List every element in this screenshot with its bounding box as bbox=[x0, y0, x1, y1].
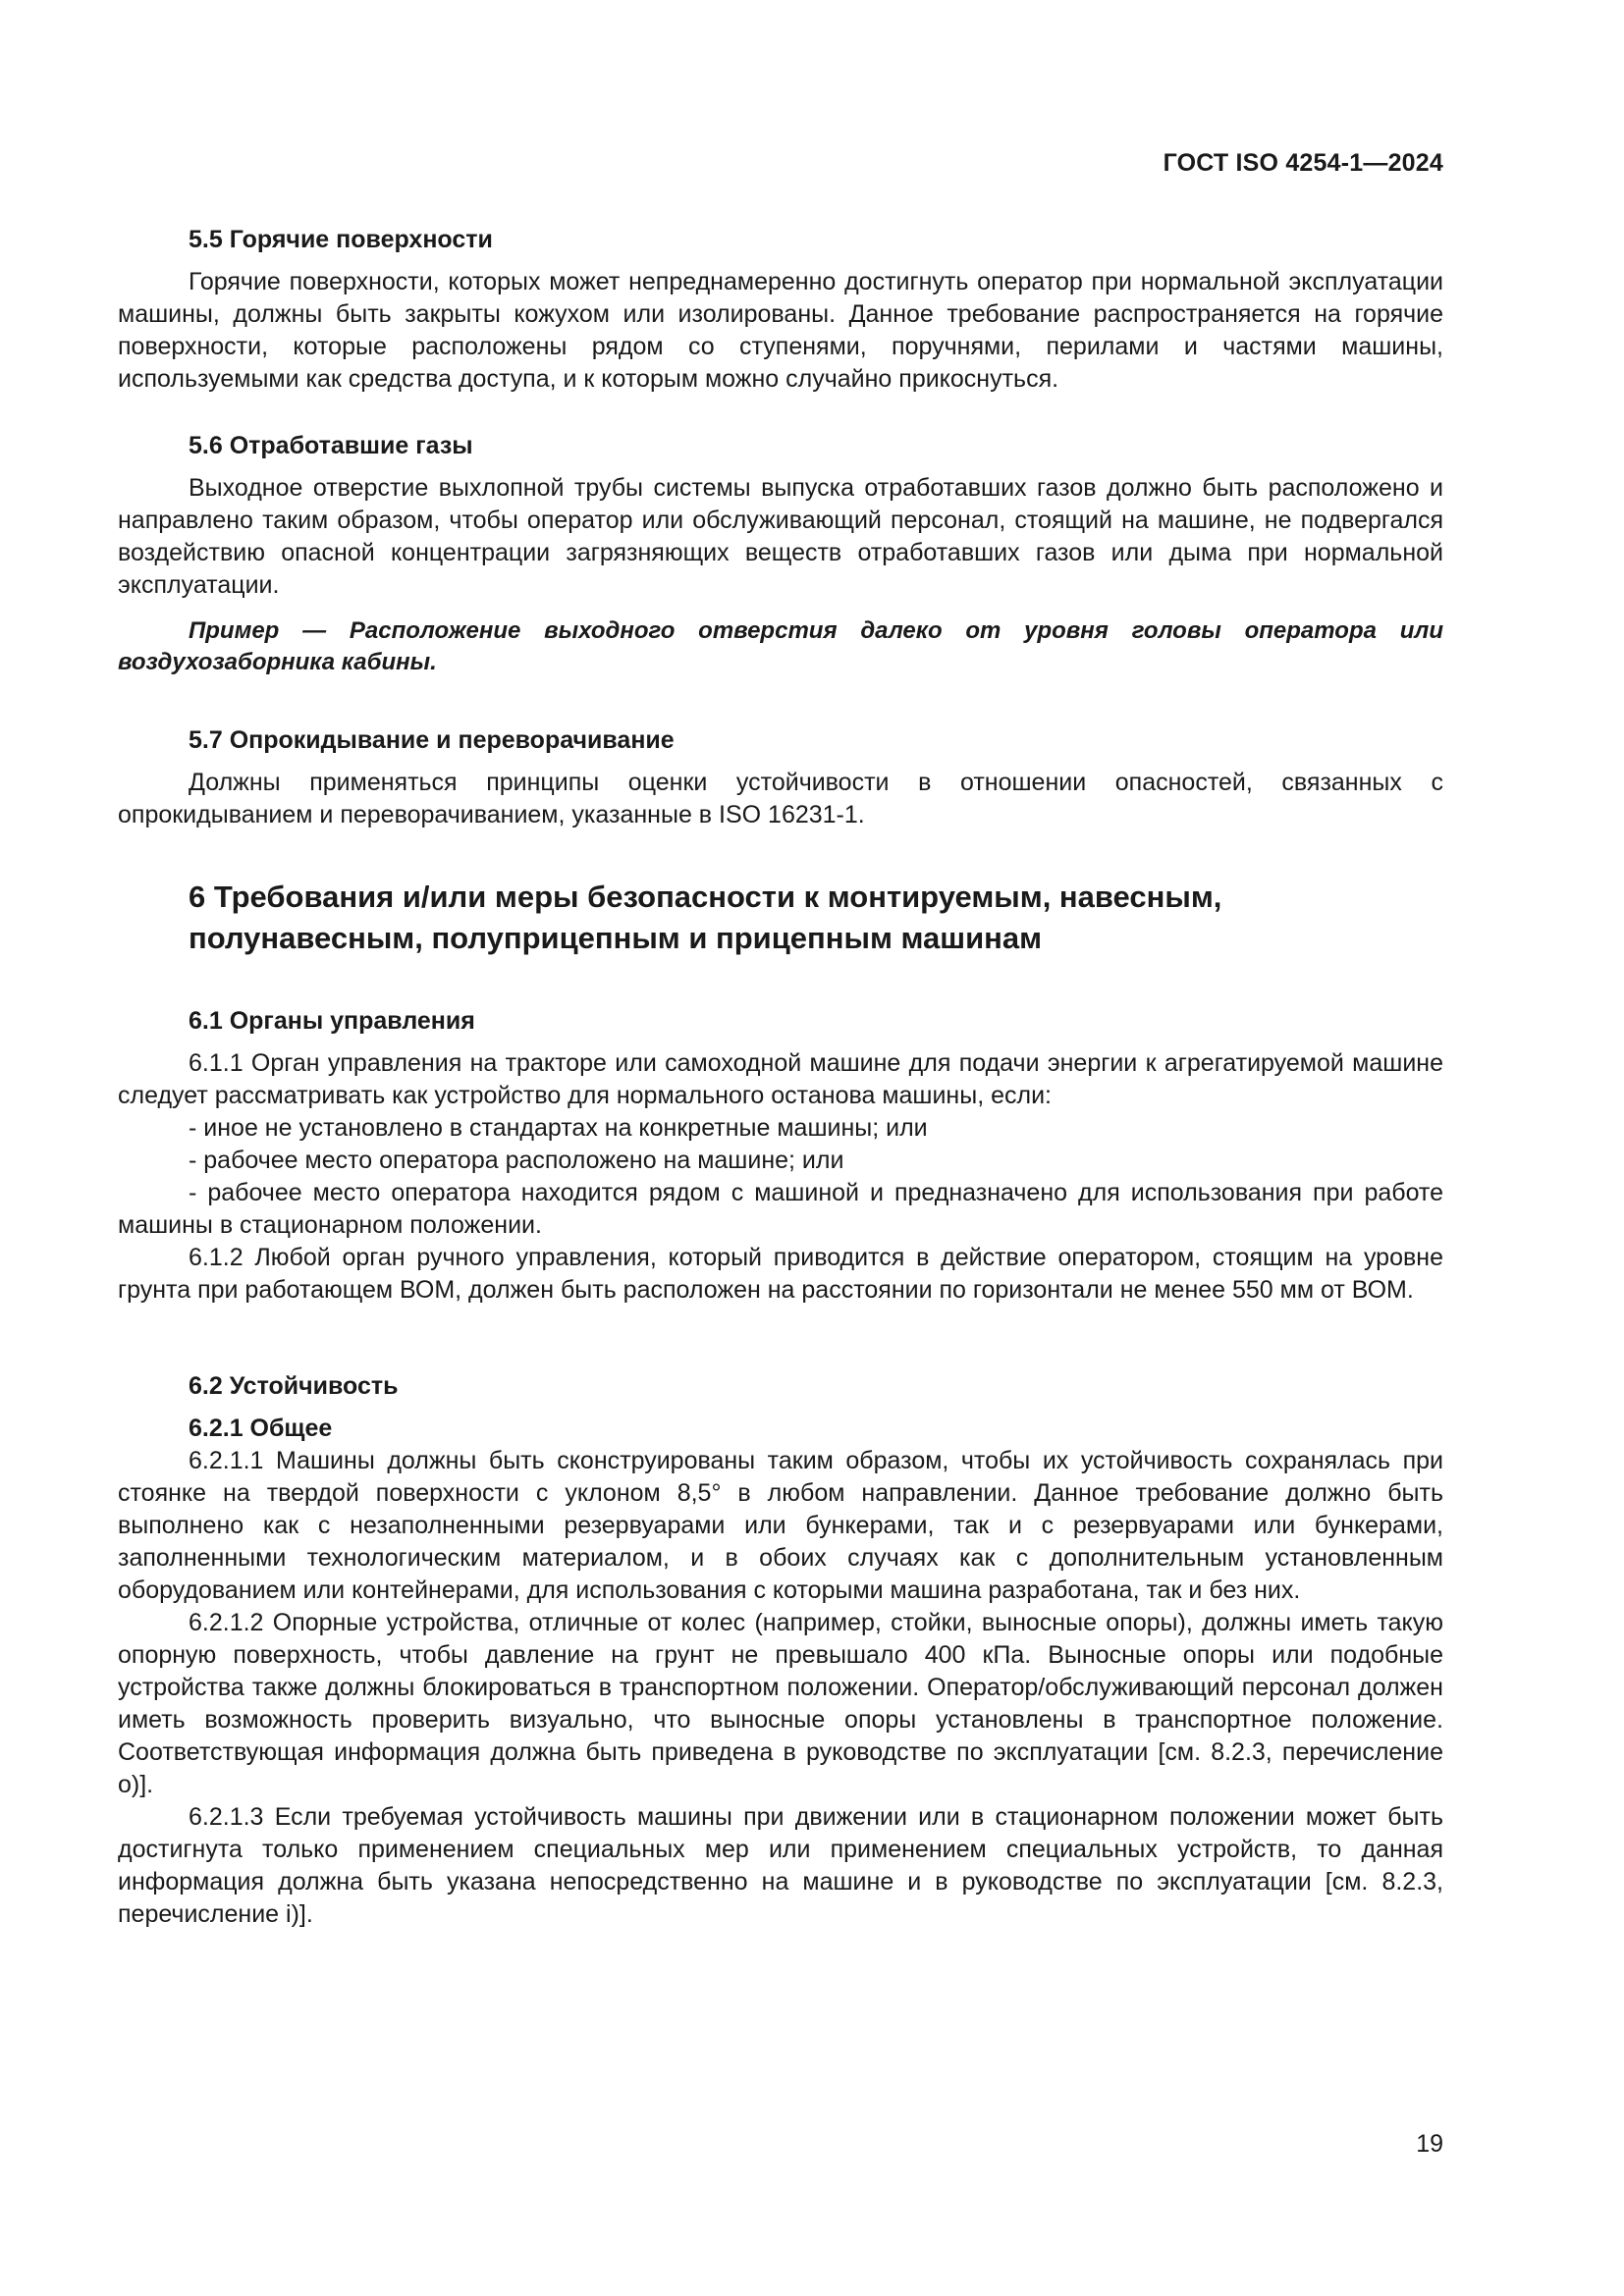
chapter-title-line-1: 6 Требования и/или меры безопасности к монтируемым, навесным, bbox=[189, 880, 1222, 914]
paragraph: Должны применяться принципы оценки устойчивости в отношении опасностей, связанных с опрокидыванием и переворачиванием, указанные в ISO 16231-1. bbox=[118, 769, 1443, 828]
example-note: Пример — Расположение выходного отверстия далеко от уровня головы оператора или воздухозаборника кабины. bbox=[118, 617, 1443, 675]
section-title: 5.5 Горячие поверхности bbox=[189, 226, 493, 253]
paragraph: Выходное отверстие выхлопной трубы системы выпуска отработавших газов должно быть расположено и направлено таким образом, чтобы оператор или обслуживающий персонал, стоящий на машине, не подвергался воздействию опасной концентрации загрязняющих веществ отработавших газов или дыма при нормальной эксплуатации. bbox=[118, 474, 1443, 599]
section-5-6 bbox=[118, 430, 1443, 678]
section-title: 6.2 Устойчивость bbox=[189, 1372, 399, 1400]
page-number: 19 bbox=[1416, 2130, 1443, 2158]
section-title: 5.6 Отработавшие газы bbox=[189, 432, 473, 459]
document-id-header: ГОСТ ISO 4254-1—2024 bbox=[1163, 149, 1443, 177]
section-5-5 bbox=[118, 224, 1443, 396]
list-item: - иное не установлено в стандартах на конкретные машины; или bbox=[189, 1114, 928, 1142]
section-title: 6.1 Органы управления bbox=[189, 1007, 475, 1035]
subsection-title: 6.2.1 Общее bbox=[189, 1415, 333, 1442]
paragraph: 6.1.2 Любой орган ручного управления, который приводится в действие оператором, стоящим на уровне грунта при работающем ВОМ, должен быть расположен на расстоянии по горизонтали не менее 550 мм от ВОМ. bbox=[118, 1244, 1443, 1304]
paragraph: 6.2.1.3 Если требуемая устойчивость машины при движении или в стационарном положении может быть достигнута только применением специальных мер или применением специальных устройств, то данная информация должна быть указана непосредственно на машине и в руководстве по эксплуатации [см. 8.2.3, перечисление i)]. bbox=[118, 1803, 1443, 1928]
section-6-heading bbox=[118, 877, 1443, 959]
section-5-7 bbox=[118, 724, 1443, 831]
list-item: - рабочее место оператора расположено на машине; или bbox=[189, 1147, 844, 1174]
section-6-2 bbox=[118, 1370, 1443, 1931]
paragraph: 6.2.1.1 Машины должны быть сконструированы таким образом, чтобы их устойчивость сохранялась при стоянке на твердой поверхности с уклоном 8,5° в любом направлении. Данное требование должно быть выполнено как с незаполненными резервуарами или бункерами, так и с резервуарами или бункерами, заполненными технологическим материалом, и в обоих случаях как с дополнительным установленным оборудованием или контейнерами, для использования с которыми машина разработана, так и без них. bbox=[118, 1447, 1443, 1604]
section-6-1 bbox=[118, 1005, 1443, 1307]
list-item: - рабочее место оператора находится рядом с машиной и предназначено для использования при работе машины в стационарном положении. bbox=[118, 1179, 1443, 1239]
section-title: 5.7 Опрокидывание и переворачивание bbox=[189, 726, 675, 754]
chapter-title-line-2: полунавесным, полуприцепным и прицепным машинам bbox=[189, 921, 1043, 955]
paragraph: Горячие поверхности, которых может непреднамеренно достигнуть оператор при нормальной эксплуатации машины, должны быть закрыты кожухом или изолированы. Данное требование распространяется на горячие поверхности, которые расположены рядом со ступенями, поручнями, перилами и частями машины, используемыми как средства доступа, и к которым можно случайно прикоснуться. bbox=[118, 268, 1443, 393]
paragraph: 6.1.1 Орган управления на тракторе или самоходной машине для подачи энергии к агрегатируемой машине следует рассматривать как устройство для нормального останова машины, если: bbox=[118, 1049, 1443, 1109]
paragraph: 6.2.1.2 Опорные устройства, отличные от колес (например, стойки, выносные опоры), должны иметь такую опорную поверхность, чтобы давление на грунт не превышало 400 кПа. Выносные опоры или подобные устройства также должны блокироваться в транспортном положении. Оператор/обслуживающий персонал должен иметь возможность проверить визуально, что выносные опоры установлены в транспортное положение. Соответствующая информация должна быть приведена в руководстве по эксплуатации [см. 8.2.3, перечисление о)]. bbox=[118, 1609, 1443, 1798]
